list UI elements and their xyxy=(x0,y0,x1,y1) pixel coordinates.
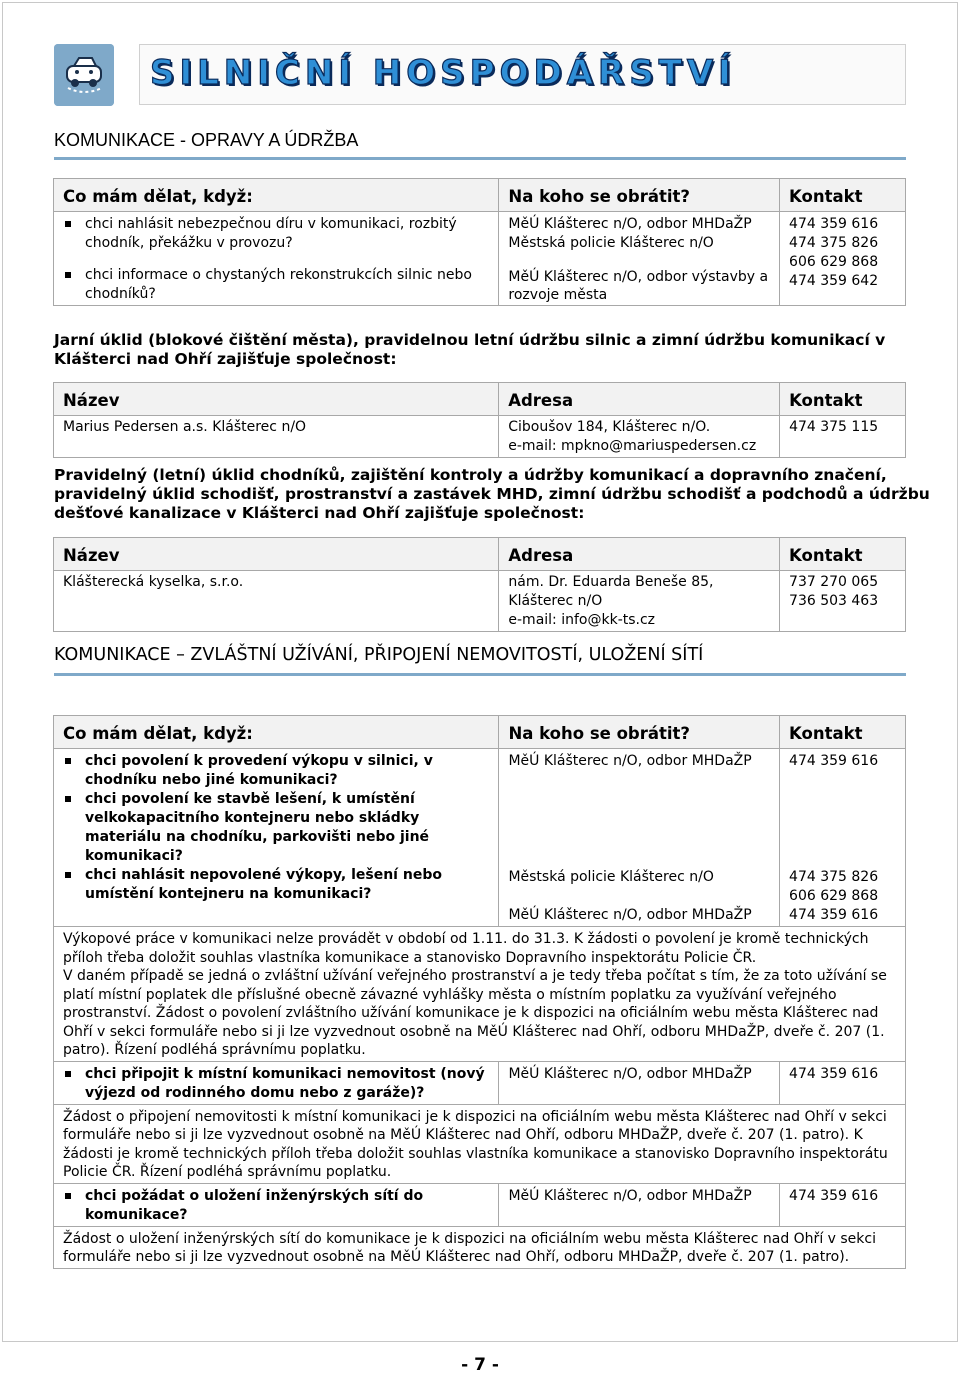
company1-table xyxy=(53,382,906,458)
contact-phone: 474 375 826 xyxy=(789,235,879,251)
whom-line: Městská policie Klášterec n/O xyxy=(508,235,714,251)
section1-title: KOMUNIKACE - OPRAVY A ÚDRŽBA xyxy=(54,130,359,150)
contact-phone: 474 359 616 xyxy=(789,216,879,232)
whom-line: MěÚ Klášterec n/O, odbor výstavby a rozvoje města xyxy=(508,269,769,303)
contact-phone: 474 359 616 xyxy=(780,1183,906,1226)
company-address: Ciboušov 184, Klášterec n/O. xyxy=(508,419,711,435)
col-header-task: Co mám dělat, když: xyxy=(54,716,499,749)
section1-rule xyxy=(54,157,906,160)
col-header-whom: Na koho se obrátit? xyxy=(499,716,780,749)
contact-phone: 474 375 115 xyxy=(780,416,906,458)
contact-phone: 474 359 616 xyxy=(789,753,879,769)
col-header-address: Adresa xyxy=(499,383,780,416)
task-item: chci nahlásit nepovolené výkopy, lešení nebo umístění kontejneru na komunikaci? xyxy=(63,866,490,904)
note-excavation: Výkopové práce v komunikaci nelze provádět v období od 1.11. do 31.3. K žádosti o povolení je kromě technických příloh třeba doložit souhlas vlastníka komunikace a stanovisko Dopravního inspektorátu Policie ČR. xyxy=(63,931,869,966)
col-header-whom: Na koho se obrátit? xyxy=(499,179,780,212)
task-item: chci požádat o uložení inženýrských sítí do komunikace? xyxy=(63,1187,490,1225)
col-header-task: Co mám dělat, když: xyxy=(54,179,499,212)
company-email: e-mail: mpkno@mariuspedersen.cz xyxy=(508,438,757,454)
company-address: Klášterec n/O xyxy=(508,593,603,609)
col-header-contact: Kontakt xyxy=(780,538,906,571)
section1-table xyxy=(53,178,906,306)
contact-phone: 474 359 616 xyxy=(789,907,879,923)
header-title: SILNIČNÍ HOSPODÁŘSTVÍ xyxy=(150,53,736,93)
contact-phone: 474 375 826 xyxy=(789,869,879,885)
col-header-contact: Kontakt xyxy=(780,383,906,416)
contact-phone: 737 270 065 xyxy=(789,574,879,590)
paragraph-summer-cleaning: Pravidelný (letní) úklid chodníků, zajištění kontroly a údržby komunikací a dopravního značení, pravidelný úklid schodišť, prostranství a zastávek MHD, zimní údržbu schodišť a podchodů a údržbu dešťové kanalizace v Klášterci nad Ohří zajišťuje společnost: xyxy=(54,466,930,522)
company-address: nám. Dr. Eduarda Beneše 85, xyxy=(508,574,714,590)
col-header-contact: Kontakt xyxy=(780,716,906,749)
company-email: e-mail: info@kk-ts.cz xyxy=(508,612,656,628)
section2-title: KOMUNIKACE – ZVLÁŠTNÍ UŽÍVÁNÍ, PŘIPOJENÍ NEMOVITOSTÍ, ULOŽENÍ SÍTÍ xyxy=(54,645,704,665)
company-name: Klášterecká kyselka, s.r.o. xyxy=(54,571,499,632)
contact-phone: 474 359 616 xyxy=(780,1061,906,1104)
whom-line: MěÚ Klášterec n/O, odbor MHDaŽP xyxy=(508,216,752,232)
whom-line: MěÚ Klášterec n/O, odbor MHDaŽP xyxy=(508,753,752,769)
company-name: Marius Pedersen a.s. Klášterec n/O xyxy=(54,416,499,458)
contact-phone: 606 629 868 xyxy=(789,888,879,904)
col-header-name: Název xyxy=(54,383,499,416)
section2-table xyxy=(53,715,906,1269)
paragraph-spring-cleaning: Jarní úklid (blokové čištění města), pravidelnou letní údržbu silnic a zimní údržbu komunikací v Klášterci nad Ohří zajišťuje společnost: xyxy=(54,331,886,368)
note-special-use: V daném případě se jedná o zvláštní užívání veřejného prostranství a je tedy třeba počítat s tím, že za toto užívání se platí místní poplatek dle příslušné obecně závazné vyhlášky města o místním poplatku za využívání veřejného prostranství. Žádost o povolení zvláštního užívání komunikace je k dispozici na oficiálním webu města Klášterec nad Ohří v sekci formuláře nebo si ji lze vyzvednout osobně na MěÚ Klášterec nad Ohří, odboru MHDaŽP, dveře č. 207 (1. patro). Řízení podléhá správnímu poplatku. xyxy=(63,968,887,1058)
car-road-icon xyxy=(54,44,114,106)
contact-phone: 736 503 463 xyxy=(789,593,879,609)
note-utility-networks: Žádost o uložení inženýrských sítí do komunikace je k dispozici na oficiálním webu města Klášterec nad Ohří v sekci formuláře nebo si ji lze vyzvednout osobně na MěÚ Klášterec nad Ohří, odboru MHDaŽP, dveře č. 207 (1. patro). xyxy=(54,1226,906,1268)
whom-line: Městská policie Klášterec n/O xyxy=(508,869,714,885)
task-item: chci povolení ke stavbě lešení, k umístění velkokapacitního kontejneru nebo skládky materiálu na chodníku, parkovišti nebo jiné komunikaci? xyxy=(63,790,490,866)
whom-line: MěÚ Klášterec n/O, odbor MHDaŽP xyxy=(499,1061,780,1104)
note-property-connection: Žádost o připojení nemovitosti k místní komunikaci je k dispozici na oficiálním webu města Klášterec nad Ohří v sekci formuláře nebo si ji lze vyzvednout osobně na MěÚ Klášterec nad Ohří, odboru MHDaŽP, dveře č. 207 (1. patro). K žádosti je kromě technických příloh třeba doložit souhlas vlastníka komunikace a stanovisko Dopravního inspektorátu Policie ČR. Řízení podléhá správnímu poplatku. xyxy=(54,1104,906,1183)
task-item: chci připojit k místní komunikaci nemovitost (nový výjezd od rodinného domu nebo z garáže)? xyxy=(63,1065,490,1103)
task-item: chci nahlásit nebezpečnou díru v komunikaci, rozbitý chodník, překážku v provozu? xyxy=(63,215,490,253)
header-banner xyxy=(139,44,906,105)
col-header-name: Název xyxy=(54,538,499,571)
contact-phone: 474 359 642 xyxy=(789,273,879,289)
task-item: chci informace o chystaných rekonstrukcích silnic nebo chodníků? xyxy=(63,266,490,304)
task-item: chci povolení k provedení výkopu v silnici, v chodníku nebo jiné komunikaci? xyxy=(63,752,490,790)
whom-line: MěÚ Klášterec n/O, odbor MHDaŽP xyxy=(499,1183,780,1226)
section2-rule xyxy=(54,673,906,676)
whom-line: MěÚ Klášterec n/O, odbor MHDaŽP xyxy=(508,907,752,923)
page-number: - 7 - xyxy=(461,1355,499,1375)
col-header-contact: Kontakt xyxy=(780,179,906,212)
company2-table xyxy=(53,537,906,632)
col-header-address: Adresa xyxy=(499,538,780,571)
contact-phone: 606 629 868 xyxy=(789,254,879,270)
